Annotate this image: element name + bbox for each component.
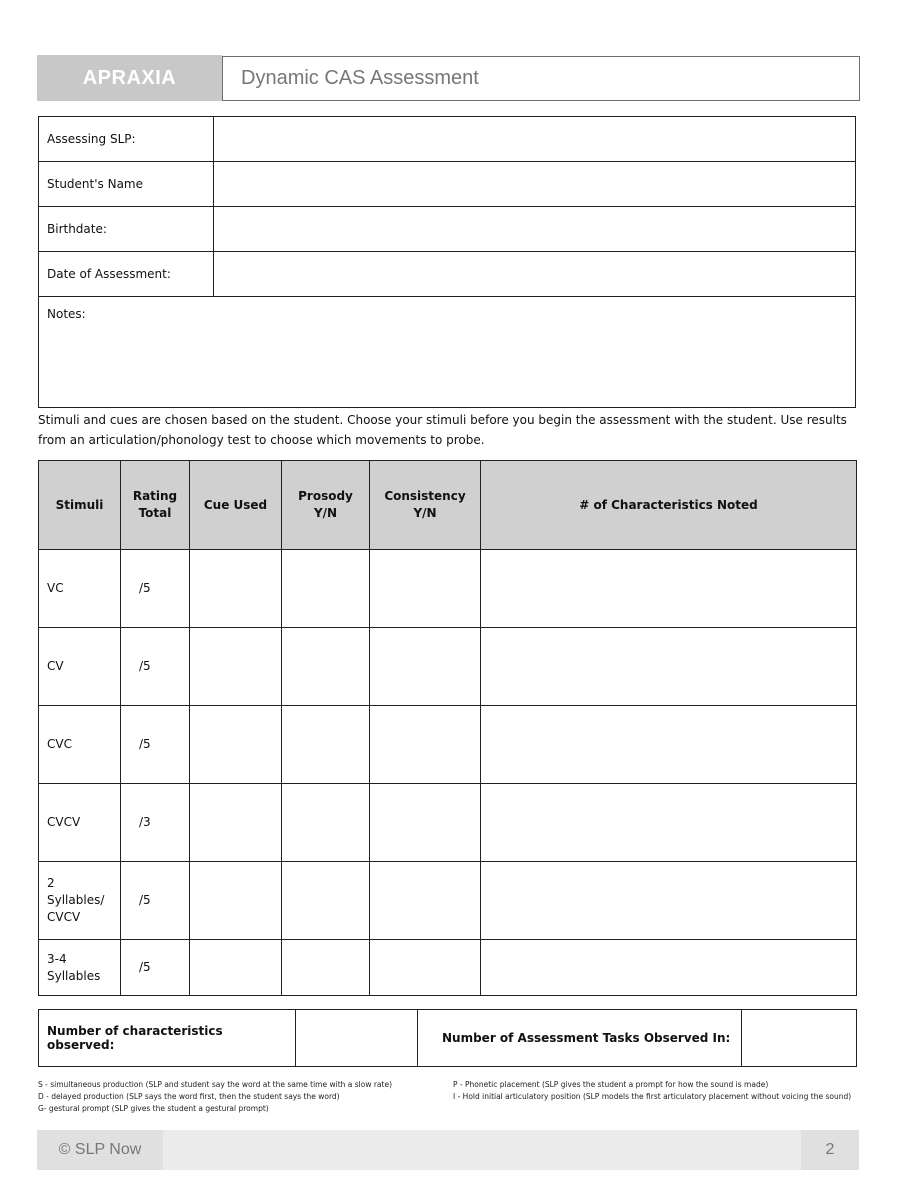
characteristics-cell[interactable] <box>481 550 857 628</box>
stimuli-cell: CV <box>39 628 121 706</box>
header-cue-used: Cue Used <box>190 461 282 550</box>
rating-cell[interactable]: /5 <box>121 628 190 706</box>
legend-item: I - Hold initial articulatory position (SLP models the first articulatory placement without voicing the sound) <box>453 1092 852 1101</box>
birthdate-label: Birthdate: <box>39 207 214 252</box>
page-number: 2 <box>801 1130 859 1170</box>
instructions-text: Stimuli and cues are chosen based on the student. Choose your stimuli before you begin the assessment with the student. Use results from an articulation/phonology test to choose which movements to probe. <box>38 413 847 447</box>
header-stimuli: Stimuli <box>39 461 121 550</box>
prosody-cell[interactable] <box>282 550 370 628</box>
stimuli-cell: 3-4 Syllables <box>39 940 121 996</box>
consistency-cell[interactable] <box>370 862 481 940</box>
legend-item: P - Phonetic placement (SLP gives the student a prompt for how the sound is made) <box>453 1080 769 1089</box>
cue-legend-left <box>38 1079 448 1115</box>
cue-cell[interactable] <box>190 940 282 996</box>
legend-item: D - delayed production (SLP says the word first, then the student says the word) <box>38 1092 340 1101</box>
document-title: Dynamic CAS Assessment <box>222 56 860 101</box>
table-row <box>39 550 857 628</box>
student-name-field[interactable] <box>214 162 856 207</box>
legend-item: G- gestural prompt (SLP gives the student a gestural prompt) <box>38 1104 269 1113</box>
characteristics-cell[interactable] <box>481 940 857 996</box>
table-row <box>39 784 857 862</box>
header-characteristics: # of Characteristics Noted <box>481 461 857 550</box>
prosody-cell[interactable] <box>282 706 370 784</box>
tasks-observed-field[interactable] <box>742 1010 857 1067</box>
prosody-cell[interactable] <box>282 862 370 940</box>
cue-cell[interactable] <box>190 784 282 862</box>
header-consistency: Consistency Y/N <box>370 461 481 550</box>
characteristics-observed-field[interactable] <box>296 1010 418 1067</box>
table-row <box>39 862 857 940</box>
prosody-cell[interactable] <box>282 784 370 862</box>
notes-label: Notes: <box>47 307 86 321</box>
characteristics-observed-label: Number of characteristics observed: <box>39 1010 296 1067</box>
stimuli-table <box>38 460 857 996</box>
prosody-cell[interactable] <box>282 940 370 996</box>
student-info-table <box>38 116 856 408</box>
table-row <box>39 628 857 706</box>
consistency-cell[interactable] <box>370 550 481 628</box>
stimuli-cell: CVCV <box>39 784 121 862</box>
rating-cell[interactable]: /3 <box>121 784 190 862</box>
notes-field[interactable] <box>39 297 856 408</box>
summary-table <box>38 1009 857 1067</box>
consistency-cell[interactable] <box>370 940 481 996</box>
consistency-cell[interactable] <box>370 706 481 784</box>
assessing-slp-field[interactable] <box>214 117 856 162</box>
assessment-date-field[interactable] <box>214 252 856 297</box>
consistency-cell[interactable] <box>370 784 481 862</box>
assessing-slp-label: Assessing SLP: <box>39 117 214 162</box>
cue-cell[interactable] <box>190 706 282 784</box>
legend-item: S - simultaneous production (SLP and student say the word at the same time with a slow rate) <box>38 1080 393 1089</box>
cue-legend-right <box>453 1079 863 1103</box>
consistency-cell[interactable] <box>370 628 481 706</box>
stimuli-cell: VC <box>39 550 121 628</box>
header-prosody: Prosody Y/N <box>282 461 370 550</box>
rating-cell[interactable]: /5 <box>121 862 190 940</box>
page-footer <box>37 1130 859 1170</box>
characteristics-cell[interactable] <box>481 706 857 784</box>
cue-cell[interactable] <box>190 550 282 628</box>
tasks-observed-label: Number of Assessment Tasks Observed In: <box>418 1010 742 1067</box>
characteristics-cell[interactable] <box>481 862 857 940</box>
characteristics-cell[interactable] <box>481 628 857 706</box>
table-row <box>39 940 857 996</box>
birthdate-field[interactable] <box>214 207 856 252</box>
student-name-label: Student's Name <box>39 162 214 207</box>
copyright-text: © SLP Now <box>37 1130 163 1170</box>
prosody-cell[interactable] <box>282 628 370 706</box>
cue-cell[interactable] <box>190 628 282 706</box>
stimuli-cell: CVC <box>39 706 121 784</box>
header-rating-total: Rating Total <box>121 461 190 550</box>
cue-cell[interactable] <box>190 862 282 940</box>
stimuli-cell: 2 Syllables/ CVCV <box>39 862 121 940</box>
rating-cell[interactable]: /5 <box>121 940 190 996</box>
rating-cell[interactable]: /5 <box>121 550 190 628</box>
characteristics-cell[interactable] <box>481 784 857 862</box>
table-row <box>39 706 857 784</box>
assessment-date-label: Date of Assessment: <box>39 252 214 297</box>
rating-cell[interactable]: /5 <box>121 706 190 784</box>
section-tag: APRAXIA <box>37 55 222 101</box>
